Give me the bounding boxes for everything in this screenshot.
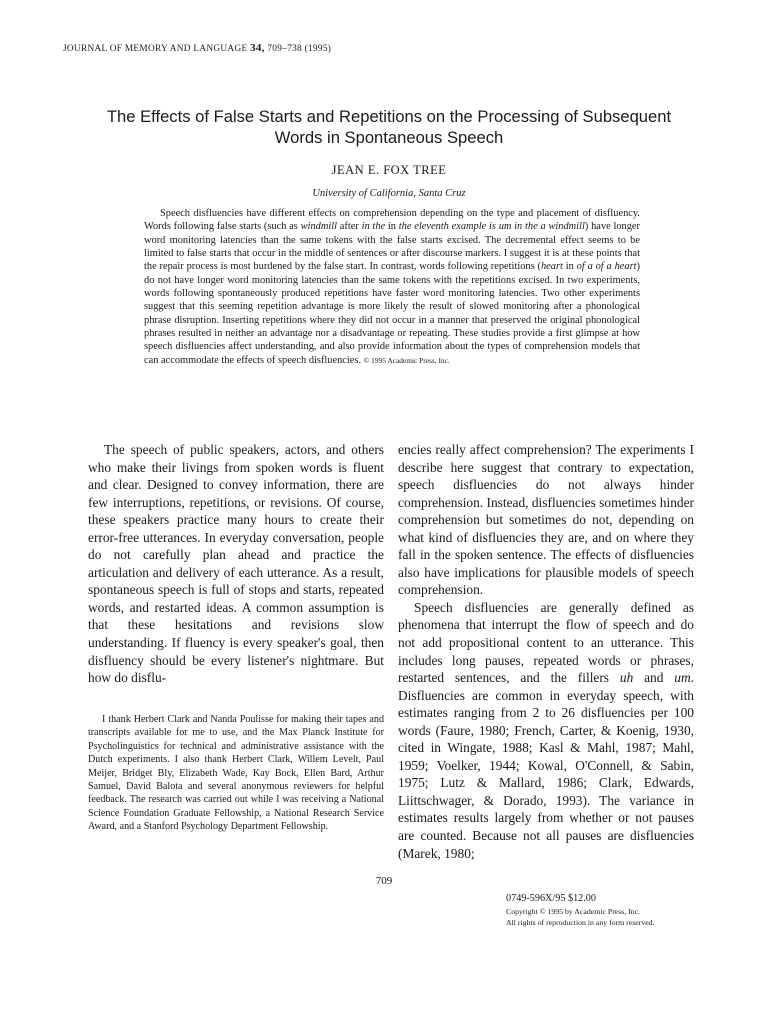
body-left-column — [88, 441, 384, 687]
acknowledgement-footnote: I thank Herbert Clark and Nanda Poulisse for making their tapes and transcripts available for me to use, and the Max Planck Institute for Psycholinguistics for technical and administrative assistance with the Dutch experiments. I also thank Herbert Clark, Willem Levelt, Paul Meijer, Bridget Bly, Elizabeth Wade, Kay Bock, Ellen Bard, Arthur Samuel, David Balota and several anonymous reviewers for helpful feedback. The research was carried out while I was receiving a National Science Foundation Graduate Fellowship, a National Research Service Award, and a Stanford Psychology Department Fellowship. — [88, 714, 384, 833]
author: JEAN E. FOX TREE — [331, 163, 447, 177]
body-paragraph: Speech disfluencies are generally defined as phenomena that interrupt the flow of speech and do not add propositional content to an utterance. This includes long pauses, repeated words or phrases, restarted sentences, and the fillers uh and um. Disfluencies are common in everyday speech, with estimates ranging from 2 to 26 disfluencies per 100 words (Faure, 1980; French, Carter, & Koenig, 1930, cited in Wingate, 1988; Kasl & Mahl, 1987; Mahl, 1959; Voelker, 1944; Kowal, O'Connell, & Sabin, 1975; Lutz & Mallard, 1986; Clark, Edwards, Liittschwager, & Dorado, 1993). The variance in estimates results largely from whether or not pauses are counted. Because not all pauses are disfluencies (Marek, 1980; — [398, 599, 695, 861]
journal-name: JOURNAL OF MEMORY AND LANGUAGE — [63, 44, 248, 54]
journal-pages-year: 709–738 (1995) — [267, 44, 332, 54]
issn-price: 0749-596X/95 $12.00 — [506, 893, 596, 904]
page-number: 709 — [375, 875, 393, 887]
rights-line: All rights of reproduction in any form reserved. — [506, 917, 655, 927]
body-right-column — [398, 441, 694, 862]
abstract: Speech disfluencies have different effects on comprehension depending on the type and placement of disfluency. Words following false starts (such as windmill after in the in the eleventh example is um in the a windmill) have longer word monitoring latencies than the same tokens with the false starts excised. The decremental effect seems to be limited to false starts that occur in the middle of sentences or after discourse markers. I suggest it is at these points that the repair process is most burdened by the false start. In contrast, words following repetitions (heart in of a of a heart) do not have longer word monitoring latencies than the same tokens with the repetitions excised. In two experiments, words following spontaneously produced repetitions have faster word monitoring latencies. Two other experiments suggest that this seeming repetition advantage is more likely the result of slowed monitoring after a phonological phrase disruption. Inserting repetitions where they did not occur in a manner that preserved the original phonological phrases resulted in neither an advantage nor a disadvantage or repeating. These studies provide a first glimpse at how speech disfluencies affect understanding, and also provide information about the types of comprehension models that can accommodate the effects of speech disfluencies. © 1995 Academic Press, Inc. — [144, 208, 641, 366]
body-paragraph: The speech of public speakers, actors, and others who make their livings from spoken words is fluent and clear. Designed to convey information, there are few interruptions, repetitions, or revisions. Of course, these speakers practice many hours to create their error-free utterances. In everyday conversation, people do not carefully plan ahead and practice the articulation and delivery of each utterance. As a result, spontaneous speech is full of stops and starts, repeated words, and restarted ideas. A common assumption is that these hesitations and revisions slow understanding. If fluency is every speaker's goal, then disfluency should be every listener's nightmare. But how do disflu- — [88, 442, 384, 686]
journal-volume: 34, — [250, 42, 265, 54]
copyright-line: Copyright © 1995 by Academic Press, Inc. — [506, 907, 641, 916]
body-paragraph: encies really affect comprehension? The experiments I describe here suggest that contrary to expectation, speech disfluencies do not always hinder comprehension. Instead, disfluencies sometimes hinder comprehension but sometimes do not, depending on what kind of disfluencies they are, and on where they fall in the spoken sentence. The effects of disfluencies also have implications for plausible models of speech comprehension. — [398, 442, 695, 598]
journal-header — [63, 42, 331, 54]
copyright-block — [506, 907, 655, 928]
paper-title: The Effects of False Starts and Repetitions on the Processing of Subsequent Words in Spontaneous Speech — [106, 107, 672, 147]
affiliation: University of California, Santa Cruz — [312, 188, 466, 199]
abstract-copyright: © 1995 Academic Press, Inc. — [363, 355, 450, 365]
